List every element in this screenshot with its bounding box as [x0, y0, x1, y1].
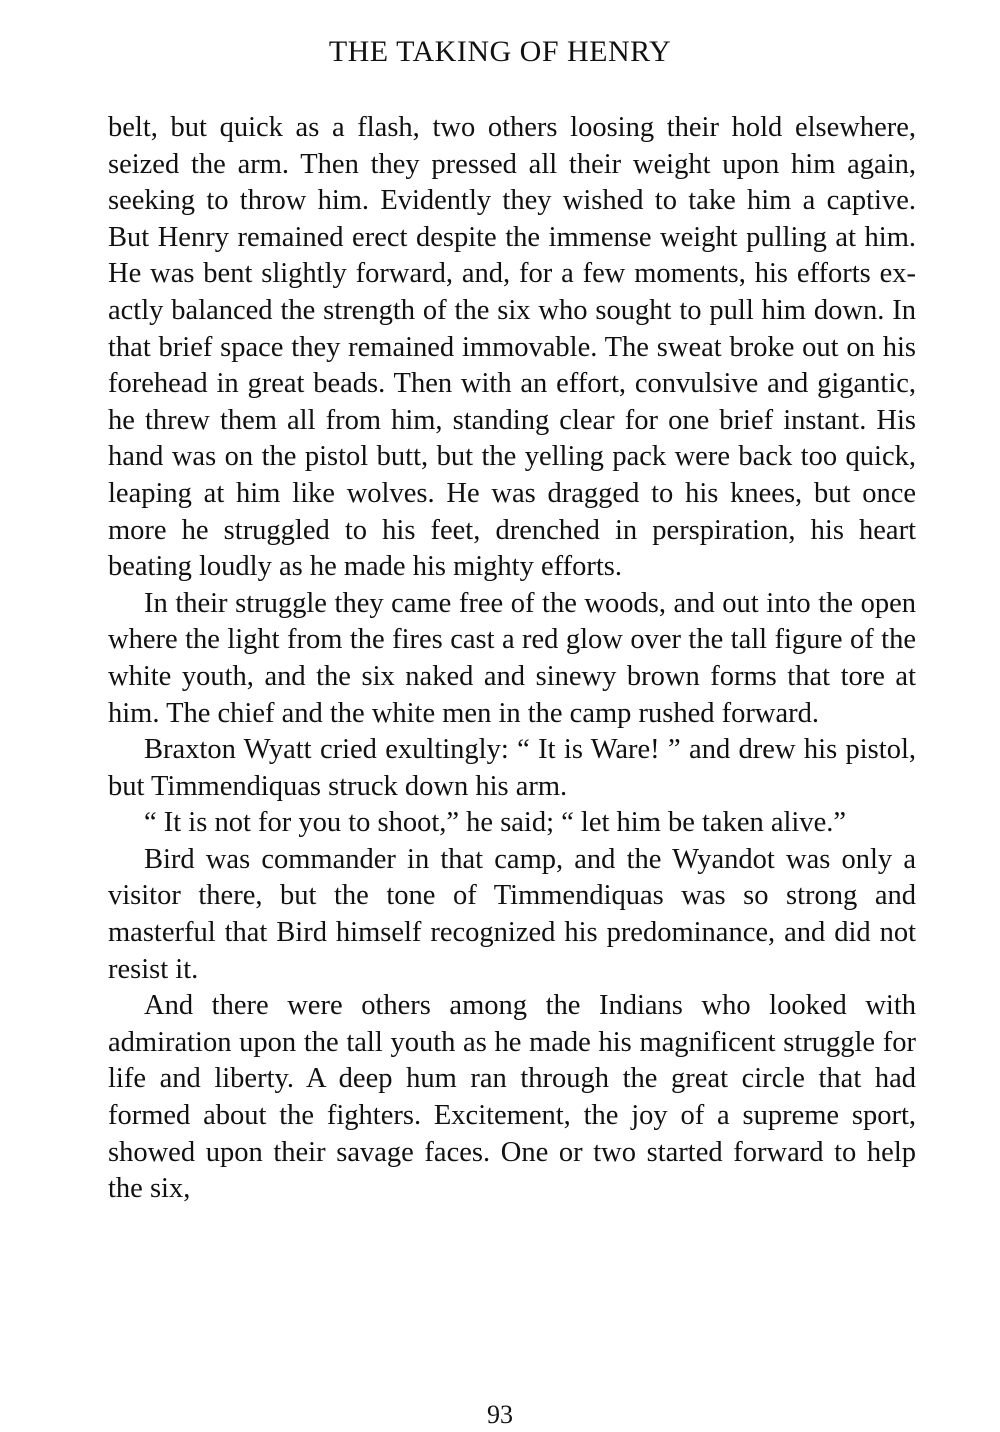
page-number: 93	[487, 1400, 513, 1429]
paragraph: Braxton Wyatt cried exultingly: “ It is Ware! ” and drew his pistol, but Timmendiquas struck down his arm.	[108, 734, 916, 802]
paragraph: Bird was commander in that camp, and the Wyandot was only a visitor there, but the tone of Timmendiquas was so strong and masterful that Bird himself recognized his predominance, and did not resist it.	[108, 843, 916, 985]
paragraph: “ It is not for you to shoot,” he said; “ let him be taken alive.”	[144, 807, 847, 839]
paragraph: And there were others among the Indians who looked with admiration upon the tall youth as he made his magnificent struggle for life and liberty. A deep hum ran through the great circle that had formed about the fighters. Excitement, the joy of a supreme sport, showed upon their savage faces. One or two started forward to help the six,	[108, 990, 916, 1205]
paragraph-continuation: belt, but quick as a flash, two others loosing their hold elsewhere, seized the arm. Then they pressed all their weight upon him again, seeking to throw him. Evidently they wished to take him a captive. But Henry remained erect despite the immense weight pulling at him. He was bent slightly forward, and, for a few moments, his efforts exactly balanced the strength of the six who sought to pull him down. In that brief space they remained immovable. The sweat broke out on his forehead in great beads. Then with an effort, convulsive and gigantic, he threw them all from him, standing clear for one brief instant. His hand was on the pistol butt, but the yelling pack were back too quick, leaping at him like wolves. He was dragged to his knees, but once more he struggled to his feet, drenched in perspiration, his heart beating loudly as he made his mighty efforts.	[108, 112, 916, 583]
running-head: THE TAKING OF HENRY	[328, 35, 672, 68]
body-text	[108, 110, 916, 1208]
paragraph: In their struggle they came free of the woods, and out into the open where the light from the fires cast a red glow over the tall figure of the white youth, and the six naked and sinewy brown forms that tore at him. The chief and the white men in the camp rushed forward.	[108, 587, 916, 729]
